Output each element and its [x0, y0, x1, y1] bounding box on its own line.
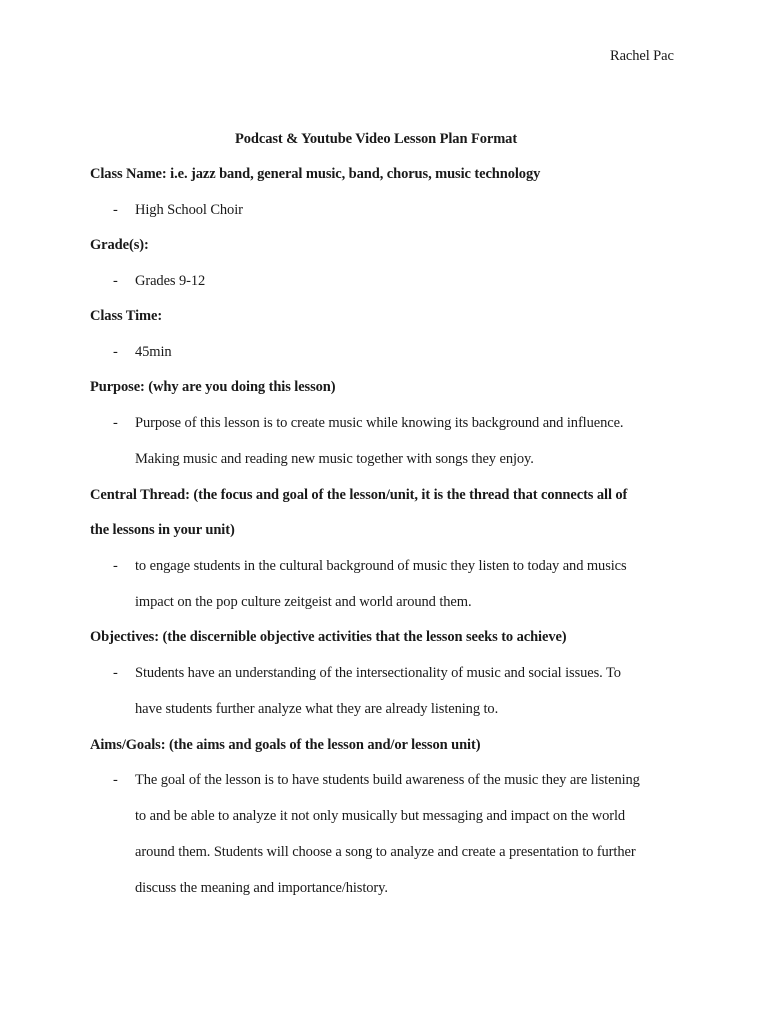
heading-class-name: Class Name: i.e. jazz band, general music, band, chorus, music technology — [90, 166, 541, 182]
aims-text-line-3: around them. Students will choose a song to analyze and create a presentation to further — [135, 844, 636, 860]
heading-purpose: Purpose: (why are you doing this lesson) — [90, 379, 336, 395]
objectives-text-line-1: Students have an understanding of the intersectionality of music and social issues. To — [135, 665, 621, 681]
header-author: Rachel Pac — [610, 48, 674, 64]
central-thread-text-line-1: to engage students in the cultural background of music they listen to today and musics — [135, 558, 627, 574]
heading-objectives: Objectives: (the discernible objective activities that the lesson seeks to achieve) — [90, 629, 567, 645]
class-time-value: 45min — [135, 344, 172, 360]
purpose-text-line-2: Making music and reading new music together with songs they enjoy. — [135, 451, 534, 467]
aims-text-line-4: discuss the meaning and importance/history. — [135, 880, 388, 896]
aims-text-line-1: The goal of the lesson is to have students build awareness of the music they are listening — [135, 772, 640, 788]
page-title: Podcast & Youtube Video Lesson Plan Format — [235, 131, 518, 147]
class-name-value: High School Choir — [135, 202, 243, 218]
heading-grades: Grade(s): — [90, 237, 149, 253]
bullet-dash: - — [113, 665, 118, 681]
heading-class-time: Class Time: — [90, 308, 163, 324]
bullet-dash: - — [113, 772, 118, 788]
purpose-text-line-1: Purpose of this lesson is to create music while knowing its background and influence. — [135, 415, 624, 431]
heading-central-thread-line-2: the lessons in your unit) — [90, 522, 235, 538]
central-thread-text-line-2: impact on the pop culture zeitgeist and world around them. — [135, 594, 472, 610]
bullet-dash: - — [113, 202, 118, 218]
grades-value: Grades 9-12 — [135, 273, 206, 289]
bullet-dash: - — [113, 344, 118, 360]
heading-central-thread-line-1: Central Thread: (the focus and goal of the lesson/unit, it is the thread that connects all of — [90, 487, 628, 503]
bullet-dash: - — [113, 273, 118, 289]
heading-aims-goals: Aims/Goals: (the aims and goals of the lesson and/or lesson unit) — [90, 737, 481, 753]
bullet-dash: - — [113, 558, 118, 574]
aims-text-line-2: to and be able to analyze it not only musically but messaging and impact on the world — [135, 808, 626, 824]
objectives-text-line-2: have students further analyze what they are already listening to. — [135, 701, 499, 717]
bullet-dash: - — [113, 415, 118, 431]
